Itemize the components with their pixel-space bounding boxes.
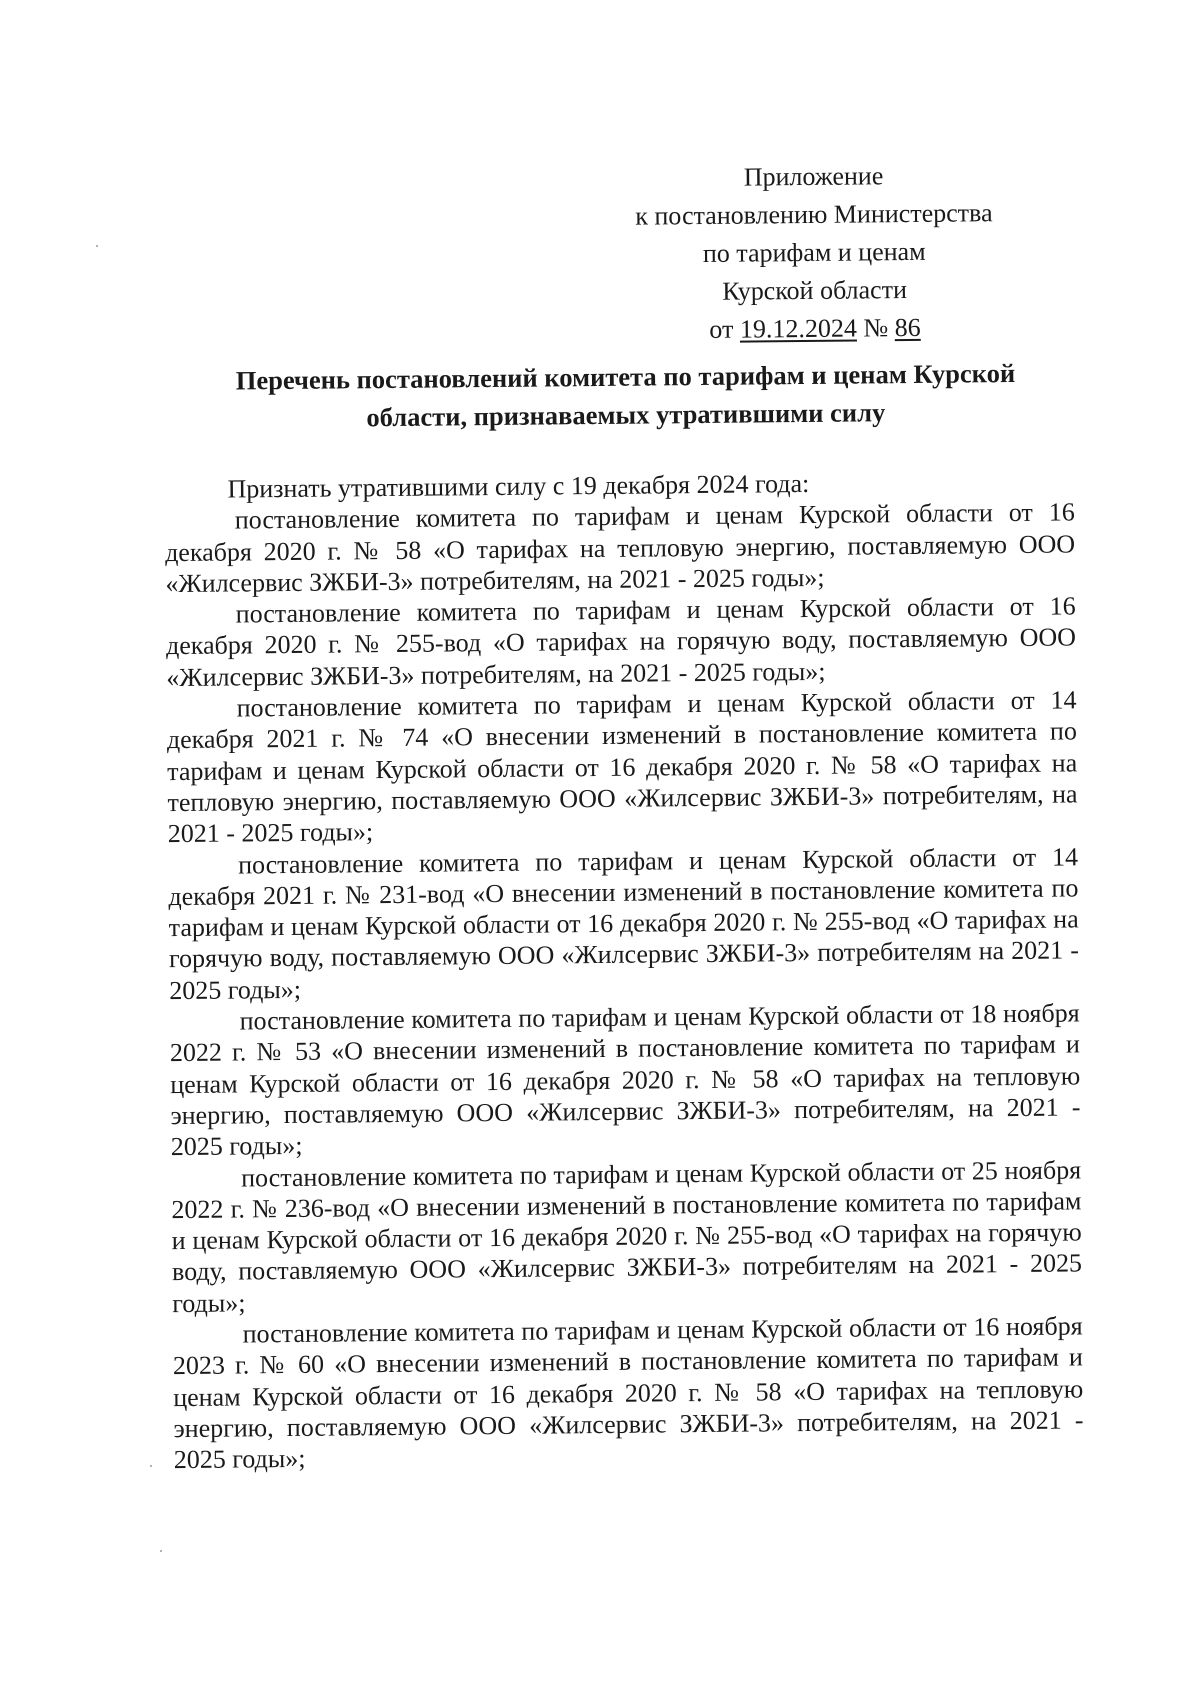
list-item: постановление комитета по тарифам и ценам Курской области от 25 ноября 2022 г. № 236-вод «О внесении изменений в постановление комитета по тарифам и ценам Курской области от 16 декабря 2020 г. № 255-вод «О тарифах на горячую воду, поставляемую ООО «Жилсервис ЗЖБИ-3» потребителям на 2021 - 2025 годы»; bbox=[171, 1154, 1083, 1318]
intro-paragraph: Признать утратившими силу с 19 декабря 2024 года: bbox=[227, 468, 810, 504]
title-line-1: Перечень постановлений комитета по тарифам и ценам Курской bbox=[235, 357, 1016, 396]
appendix-line-tariffs: по тарифам и ценам bbox=[702, 236, 926, 268]
list-item: постановление комитета по тарифам и ценам Курской области от 14 декабря 2021 г. № 231-вод «О внесении изменений в постановление комитета по тарифам и ценам Курской области от 16 декабря 2020 г. № 255-вод «О тарифах на горячую воду, поставляемую ООО «Жилсервис ЗЖБИ-3» потребителям на 2021 - 2025 годы»; bbox=[168, 841, 1080, 1005]
list-item: постановление комитета по тарифам и ценам Курской области от 16 ноября 2023 г. № 60 «О внесении изменений в постановление комитета по тарифам и ценам Курской области от 16 декабря 2020 г. № 58 «О тарифах на тепловую энергию, поставляемую ООО «Жилсервис ЗЖБИ-3» потребителям, на 2021 - 2025 годы»; bbox=[172, 1311, 1084, 1475]
list-item: постановление комитета по тарифам и ценам Курской области от 16 декабря 2020 г. № 58 «О тарифах на тепловую энергию, поставляемую ООО «Жилсервис ЗЖБИ-3» потребителям, на 2021 - 2025 годы»; bbox=[164, 497, 1076, 599]
scan-speck bbox=[150, 1465, 152, 1467]
document-body bbox=[164, 465, 1084, 1475]
scan-speck bbox=[96, 245, 98, 247]
decree-number: 86 bbox=[894, 312, 921, 343]
list-item: постановление комитета по тарифам и ценам Курской области от 18 ноября 2022 г. № 53 «О внесении изменений в постановление комитета по тарифам и ценам Курской области от 16 декабря 2020 г. № 58 «О тарифах на тепловую энергию, поставляемую ООО «Жилсервис ЗЖБИ-3» потребителям, на 2021 - 2025 годы»; bbox=[169, 998, 1081, 1162]
decree-date: 19.12.2024 bbox=[739, 313, 857, 344]
appendix-header bbox=[553, 155, 1075, 350]
list-item: постановление комитета по тарифам и ценам Курской области от 14 декабря 2021 г. № 74 «О внесении изменений в постановление комитета по тарифам и ценам Курской области от 16 декабря 2020 г. № 58 «О тарифах на тепловую энергию, поставляемую ООО «Жилсервис ЗЖБИ-3» потребителям, на 2021 - 2025 годы»; bbox=[166, 685, 1078, 849]
date-prefix: от bbox=[709, 314, 741, 344]
appendix-date-line bbox=[555, 307, 1075, 350]
appendix-line-region: Курской области bbox=[722, 275, 908, 306]
appendix-label: Приложение bbox=[743, 161, 884, 192]
list-item: постановление комитета по тарифам и ценам Курской области от 16 декабря 2020 г. № 255-вод «О тарифах на горячую воду, поставляемую ООО «Жилсервис ЗЖБИ-3» потребителям, на 2021 - 2025 годы»; bbox=[165, 591, 1077, 692]
scan-speck bbox=[160, 1550, 162, 1552]
document-title bbox=[195, 354, 1056, 438]
appendix-line-decree: к постановлению Министерства bbox=[635, 198, 993, 231]
title-line-2: области, признаваемых утратившими силу bbox=[366, 397, 886, 433]
number-sign: № bbox=[856, 313, 895, 343]
